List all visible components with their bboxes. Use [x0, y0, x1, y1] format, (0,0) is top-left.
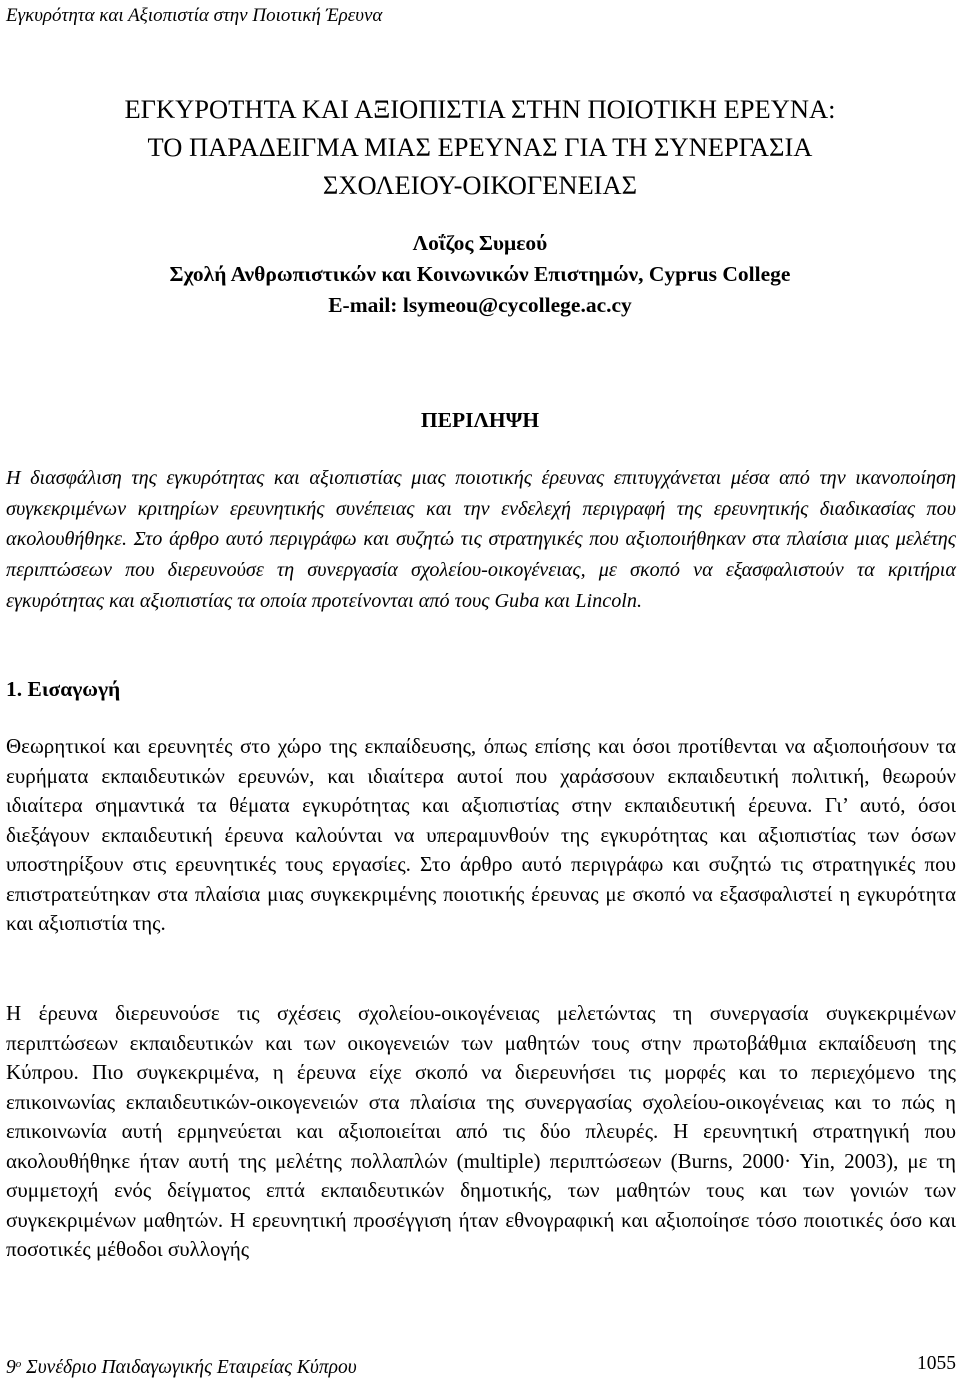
title-line-1: ΕΓΚΥΡΟΤΗΤΑ ΚΑΙ ΑΞΙΟΠΙΣΤΙΑ ΣΤΗΝ ΠΟΙΟΤΙΚΗ ΕΡΕΥΝΑ:	[124, 94, 836, 124]
abstract-text: Η διασφάλιση της εγκυρότητας και αξιοπιστίας μιας ποιοτικής έρευνας επιτυγχάνεται μέσα από την ικανοποίηση συγκεκριμένων κριτηρίων ερευνητικής συνέπειας και την ενδελεχή περιγραφή της ερευνητικής διαδικασίας που ακολουθήθηκε. Στο άρθρο αυτό περιγράφω και συζητώ τις στρατηγικές που αξιοποιήθηκαν στα πλαίσια μιας μελέτης περιπτώσεων που διερευνούσε τη συνεργασία σχολείου-οικογένειας, με σκοπό να εξασφαλιστούν τα κριτήρια εγκυρότητας και αξιοπιστίας τα οποία προτείνονται από τους Guba και Lincoln.	[6, 467, 956, 612]
running-header: Εγκυρότητα και Αξιοπιστία στην Ποιοτική Έρευνα	[6, 5, 383, 26]
author-name: Λοΐζος Συμεού	[412, 231, 548, 255]
author-email: E-mail: lsymeou@cycollege.ac.cy	[328, 293, 632, 317]
page-number: 1055	[917, 1353, 956, 1374]
body-paragraph: Θεωρητικοί και ερευνητές στο χώρο της εκπαίδευσης, όπως επίσης και όσοι προτίθενται να αξιοποιήσουν τα ευρήματα εκπαιδευτικών ερευνών, και ιδιαίτερα αυτοί που χαράσσουν εκπαιδευτική πολιτική, θεωρούν ιδιαίτερα σημαντικά τα θέματα εγκυρότητας και αξιοπιστίας στην εκπαιδευτική έρευνα. Γι’ αυτό, όσοι διεξάγουν εκπαιδευτική έρευνα καλούνται να υπεραμυνθούν της εγκυρότητας και αξιοπιστίας των όσων υποστηρίξουν στις ερευνητικές τους εργασίες. Στο άρθρο αυτό περιγράφω και συζητώ τις στρατηγικές που επιστρατεύτηκαν στα πλαίσια μιας συγκεκριμένης ποιοτικής έρευνας με σκοπό να εξασφαλιστεί η εγκυρότητα και αξιοπιστία της.	[6, 734, 956, 935]
footer-edition-number: 9	[6, 1357, 16, 1378]
section-heading: 1. Εισαγωγή	[6, 677, 121, 701]
title-line-3: ΣΧΟΛΕΙΟΥ-ΟΙΚΟΓΕΝΕΙΑΣ	[322, 170, 638, 200]
page-footer	[6, 1352, 956, 1380]
title-line-2: ΤΟ ΠΑΡΑΔΕΙΓΜΑ ΜΙΑΣ ΕΡΕΥΝΑΣ ΓΙΑ ΤΗ ΣΥΝΕΡΓΑΣΙΑ	[147, 132, 813, 162]
footer-ordinal-suffix: ο	[15, 1358, 22, 1370]
footer-conference	[6, 1357, 357, 1378]
body-paragraph: Η έρευνα διερευνούσε τις σχέσεις σχολείου-οικογένειας μελετώντας τη συνεργασία συγκεκριμένων περιπτώσεων εκπαιδευτικών και των οικογενειών των μαθητών τους στην πρωτοβάθμια εκπαίδευση της Κύπρου. Πιο συγκεκριμένα, η έρευνα είχε σκοπό να διερευνήσει τις μορφές και το περιεχόμενο της επικοινωνίας εκπαιδευτικών-οικογενειών στα πλαίσια της συνεργασίας σχολείου-οικογένειας και το πώς η επικοινωνία αυτή ερμηνεύεται και αξιοποιείται από τις δύο πλευρές. Η ερευνητική στρατηγική που ακολουθήθηκε ήταν αυτή της μελέτης πολλαπλών (multiple) περιπτώσεων (Burns, 2000· Yin, 2003), με τη συμμετοχή ενός δείγματος επτά εκπαιδευτικών δημοτικής, των μαθητών τους και των γονιών των συγκεκριμένων μαθητών. Η ερευνητική προσέγγιση ήταν εθνογραφική και αξιοποίησε τόσο ποιοτικές όσο και ποσοτικές μέθοδοι συλλογής	[6, 1001, 956, 1261]
author-affiliation: Σχολή Ανθρωπιστικών και Κοινωνικών Επιστημών, Cyprus College	[169, 262, 791, 286]
author-block	[0, 228, 960, 321]
abstract-heading: ΠΕΡΙΛΗΨΗ	[420, 408, 540, 432]
footer-conference-name: Συνέδριο Παιδαγωγικής Εταιρείας Κύπρου	[26, 1357, 357, 1378]
paper-title	[0, 90, 960, 204]
